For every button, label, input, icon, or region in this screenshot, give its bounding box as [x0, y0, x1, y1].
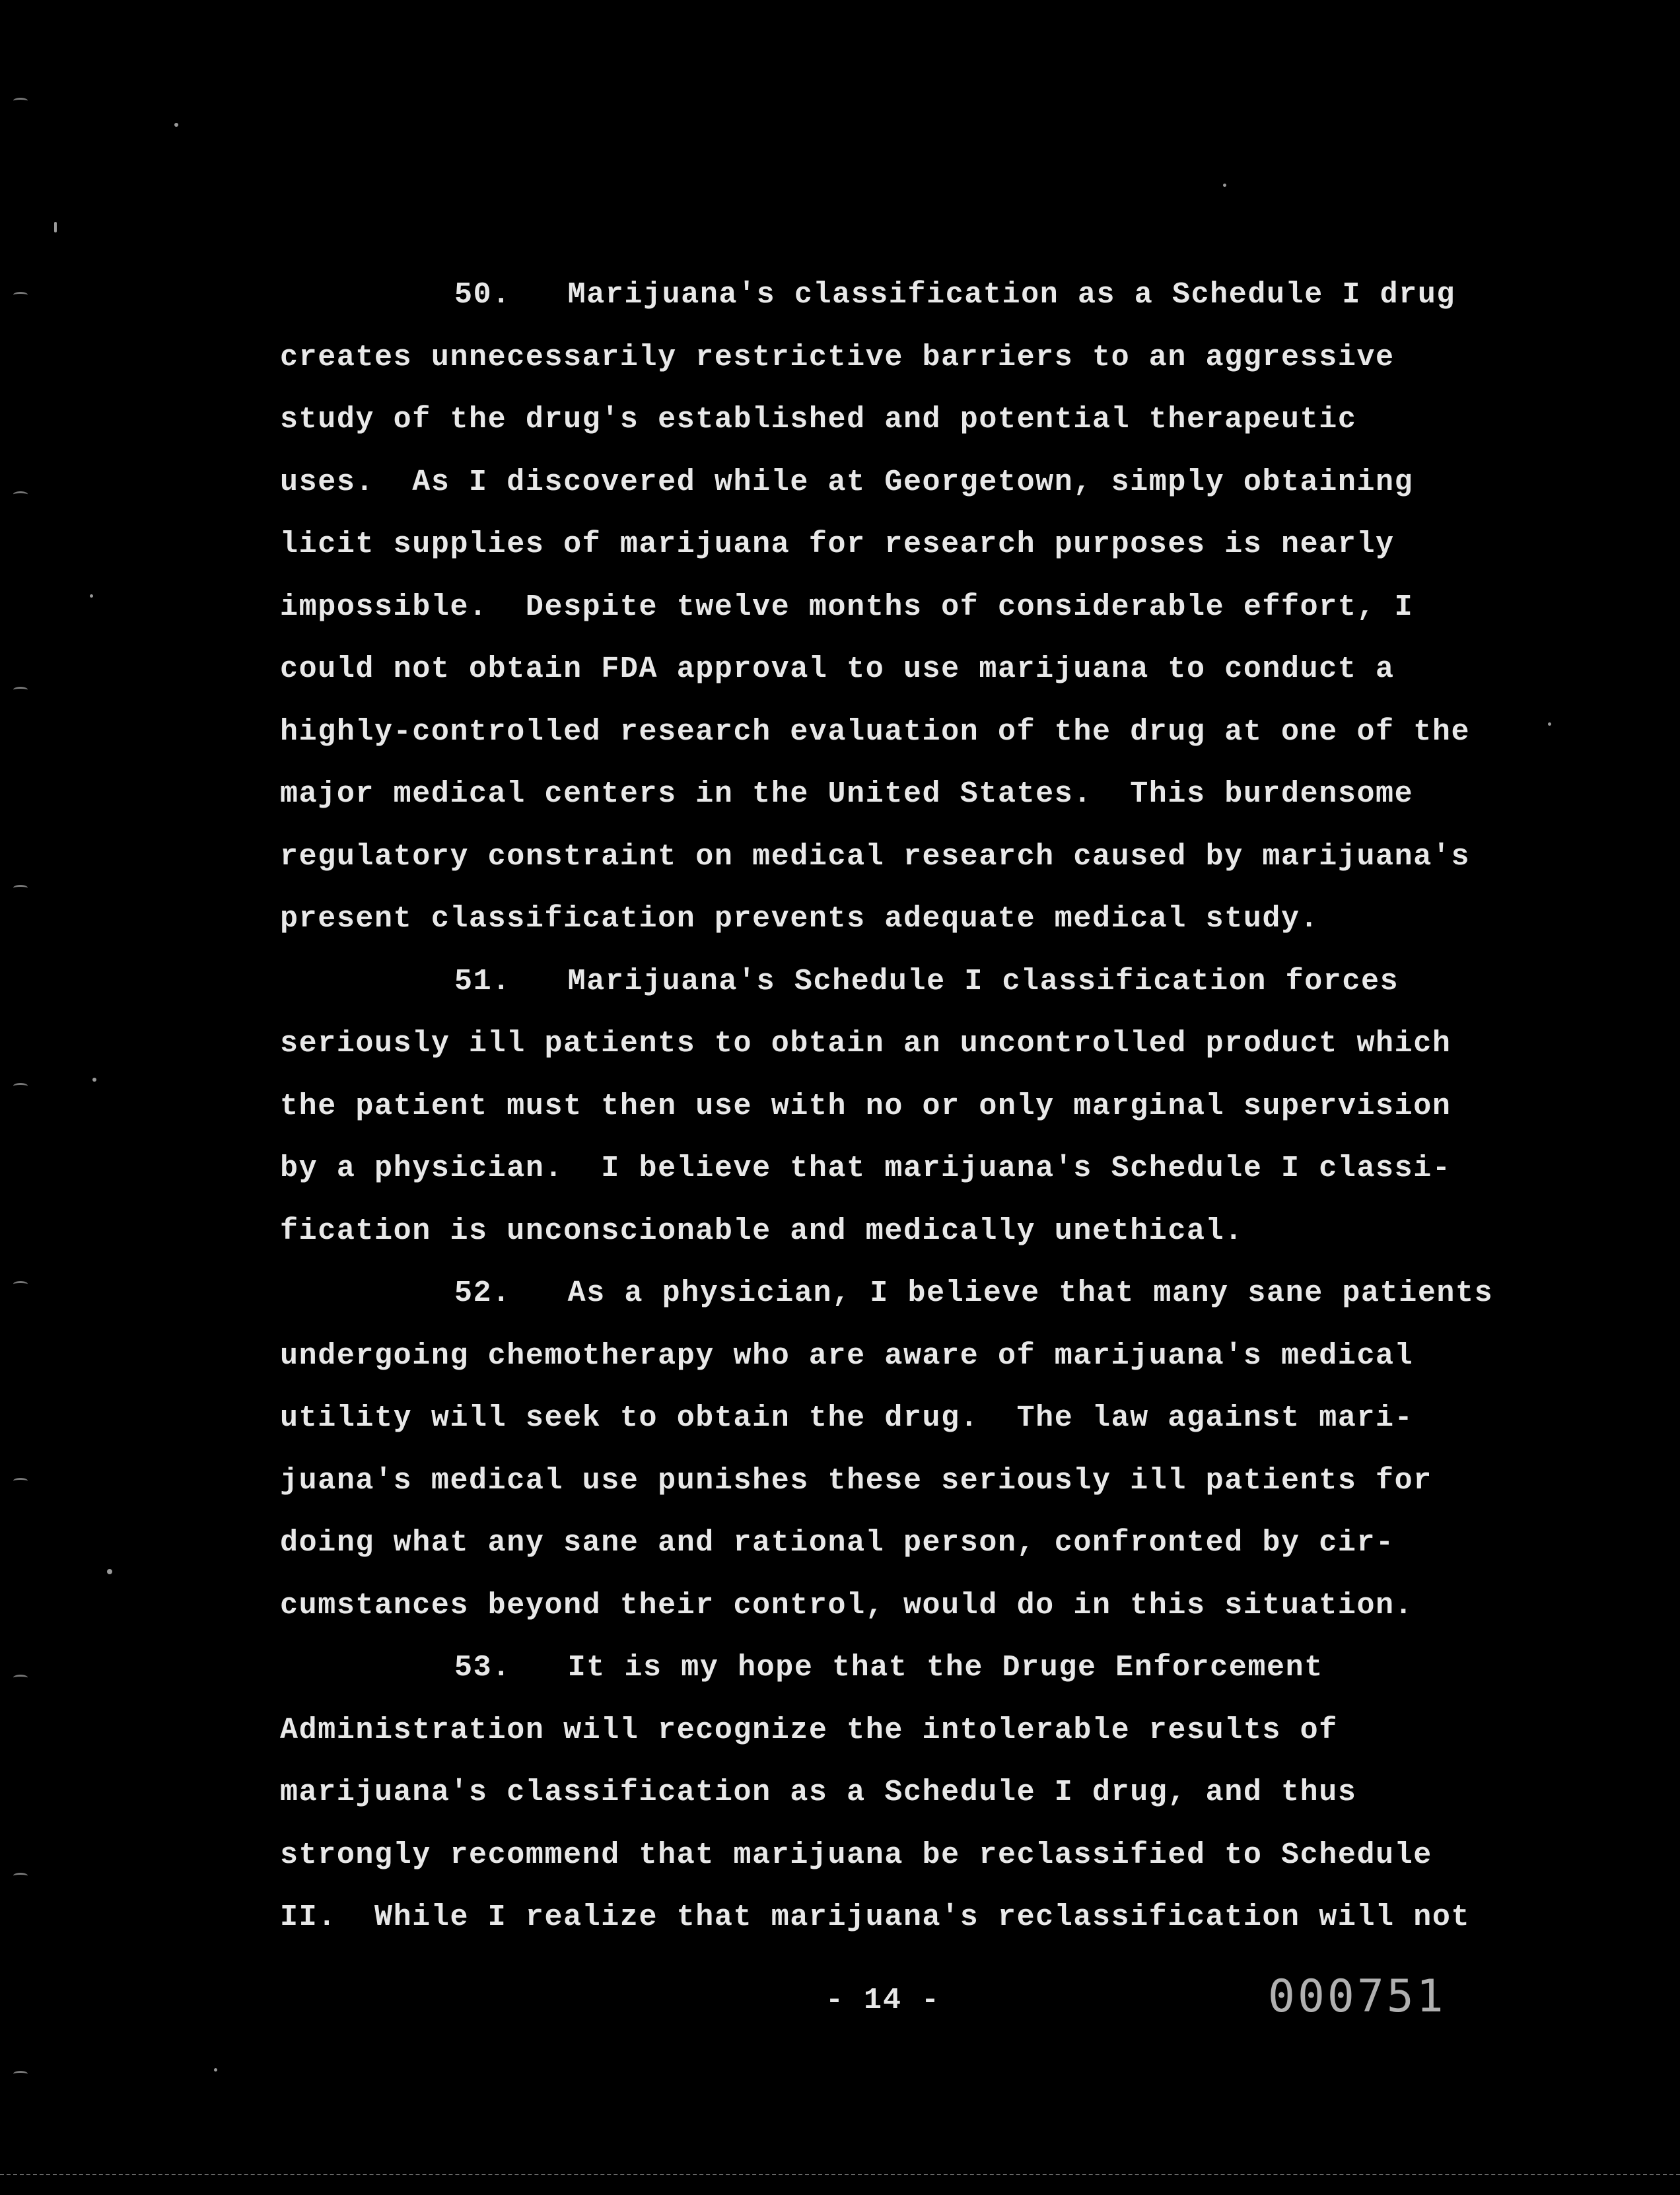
line-text: Administration will recognize the intolerable results of	[280, 1713, 1338, 1747]
text-line	[280, 576, 1535, 639]
scan-artifact	[13, 1281, 28, 1287]
body-text	[280, 264, 1535, 1949]
line-text: licit supplies of marijuana for research purposes is nearly	[280, 528, 1395, 561]
line-text: regulatory constraint on medical research caused by marijuana's	[280, 839, 1471, 874]
text-line	[280, 826, 1535, 889]
scan-speck	[214, 2068, 217, 2072]
line-text: juana's medical use punishes these seriously ill patients for	[280, 1463, 1432, 1498]
line-text: major medical centers in the United States. This burdensome	[280, 777, 1414, 811]
line-text: 50. Marijuana's classification as a Schedule I drug	[454, 278, 1456, 312]
text-line	[280, 639, 1535, 701]
text-line	[280, 1387, 1535, 1450]
text-line	[280, 327, 1535, 390]
scan-speck	[1548, 722, 1551, 726]
line-text: by a physician. I believe that marijuana's Schedule I classi-	[280, 1152, 1452, 1185]
bates-number: 000751	[1268, 1970, 1446, 2023]
line-text: impossible. Despite twelve months of considerable effort, I	[280, 590, 1414, 624]
scan-edge-line	[0, 2174, 1680, 2177]
text-line	[280, 1575, 1535, 1638]
line-text: uses. As I discovered while at Georgetown, simply obtaining	[280, 465, 1414, 499]
text-line	[280, 1762, 1535, 1825]
line-text: strongly recommend that marijuana be reclassified to Schedule	[280, 1838, 1432, 1872]
line-text: undergoing chemotherapy who are aware of marijuana's medical	[280, 1339, 1414, 1373]
line-text: study of the drug's established and potential therapeutic	[280, 403, 1357, 436]
line-text: utility will seek to obtain the drug. The law against mari-	[280, 1401, 1414, 1435]
text-line	[280, 1325, 1535, 1388]
line-text: the patient must then use with no or only marginal supervision	[280, 1089, 1452, 1123]
scan-artifact	[13, 885, 28, 891]
scan-artifact	[13, 491, 28, 497]
text-line	[280, 1076, 1535, 1138]
page-number: - 14 -	[825, 1984, 941, 2017]
line-text: 53. It is my hope that the Druge Enforcement	[454, 1651, 1323, 1685]
line-text: present classification prevents adequate medical study.	[280, 902, 1319, 936]
scan-artifact	[13, 687, 28, 693]
text-line	[280, 264, 1535, 327]
scan-artifact	[13, 98, 28, 104]
scan-artifact	[13, 1478, 28, 1484]
line-text: cumstances beyond their control, would do in this situation.	[280, 1588, 1414, 1622]
line-text: 51. Marijuana's Schedule I classification forces	[454, 964, 1399, 998]
text-line	[280, 1201, 1535, 1263]
scan-speck	[92, 1078, 96, 1082]
text-line	[280, 389, 1535, 452]
text-line	[280, 1637, 1535, 1700]
scan-artifact	[13, 292, 28, 298]
text-line	[280, 1700, 1535, 1762]
scan-speck	[90, 594, 93, 598]
text-line	[280, 452, 1535, 514]
text-line	[280, 951, 1535, 1014]
line-text: marijuana's classification as a Schedule I drug, and thus	[280, 1776, 1357, 1809]
text-line	[280, 1825, 1535, 1887]
text-line	[280, 1887, 1535, 1949]
line-text: highly-controlled research evaluation of the drug at one of the	[280, 714, 1471, 749]
text-line	[280, 888, 1535, 951]
text-line	[280, 763, 1535, 826]
text-line	[280, 1013, 1535, 1076]
line-text: could not obtain FDA approval to use marijuana to conduct a	[280, 652, 1395, 686]
scan-speck	[1223, 184, 1226, 187]
text-line	[280, 701, 1535, 764]
line-text: creates unnecessarily restrictive barriers to an aggressive	[280, 340, 1395, 374]
scan-speck	[107, 1569, 112, 1574]
line-text: fication is unconscionable and medically unethical.	[280, 1214, 1243, 1248]
scan-artifact	[13, 1083, 28, 1089]
line-text: 52. As a physician, I believe that many sane patients	[454, 1276, 1494, 1310]
text-line	[280, 1512, 1535, 1575]
line-text: II. While I realize that marijuana's reclassification will not	[280, 1900, 1471, 1934]
scan-artifact	[13, 2071, 28, 2077]
scan-speck	[174, 123, 178, 127]
text-line	[280, 1263, 1535, 1325]
scan-artifact	[13, 1675, 28, 1681]
text-line	[280, 1138, 1535, 1201]
scan-speck	[54, 222, 57, 232]
text-line	[280, 1450, 1535, 1513]
line-text: doing what any sane and rational person, confronted by cir-	[280, 1526, 1395, 1560]
line-text: seriously ill patients to obtain an uncontrolled product which	[280, 1027, 1452, 1061]
text-line	[280, 514, 1535, 576]
scan-artifact	[13, 1873, 28, 1879]
